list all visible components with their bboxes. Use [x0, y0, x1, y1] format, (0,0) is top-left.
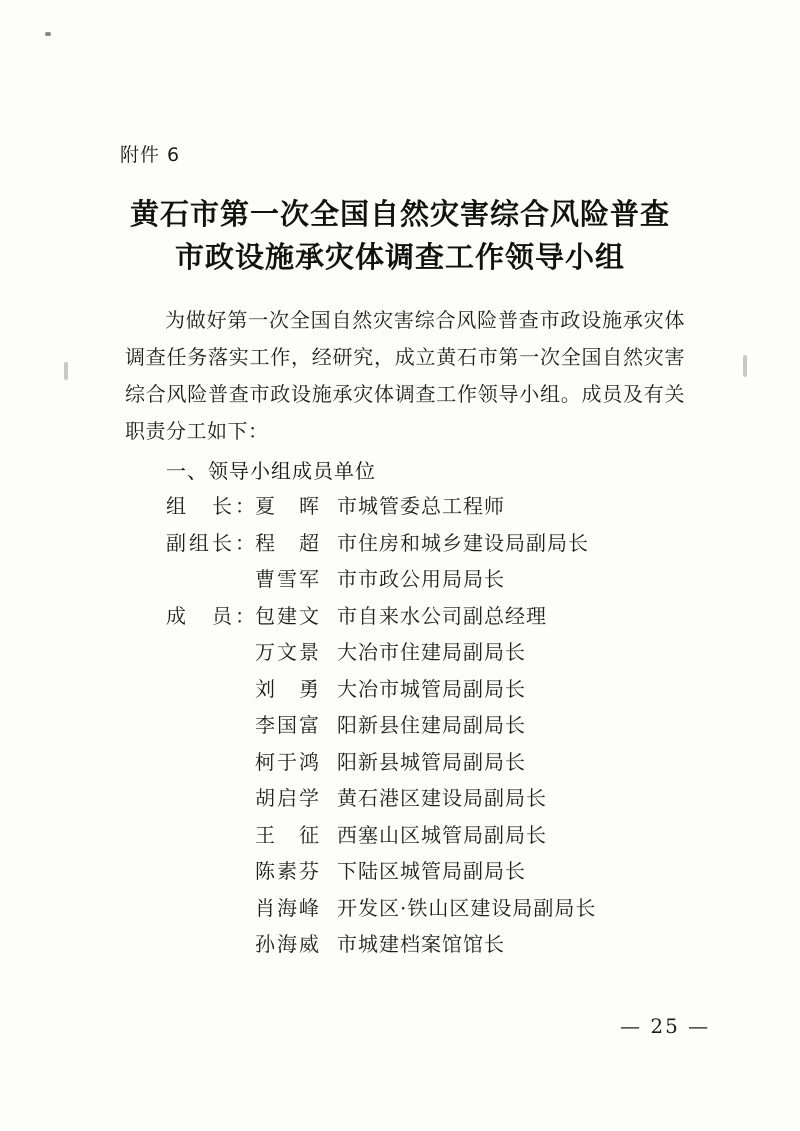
member-row [0, 782, 800, 819]
member-name: 柯于鸿 [255, 749, 321, 774]
member-row [0, 490, 800, 527]
member-role: 成 员： [166, 603, 258, 628]
member-position: 大冶市住建局副局长 [337, 640, 526, 664]
member-role: 副组长： [166, 530, 258, 555]
member-position: 黄石港区建设局副局长 [337, 786, 547, 810]
member-position: 市自来水公司副总经理 [337, 603, 547, 628]
member-position: 市住房和城乡建设局副局长 [337, 530, 589, 555]
member-position: 市城建档案馆馆长 [337, 932, 505, 956]
member-row [0, 819, 800, 856]
intro-paragraph: 为做好第一次全国自然灾害综合风险普查市政设施承灾体调查任务落实工作，经研究，成立黄石市第一次全国自然灾害综合风险普查市政设施承灾体调查工作领导小组。成员及有关职责分工如下： [125, 308, 685, 443]
member-position: 阳新县城管局副局长 [337, 749, 526, 774]
member-position: 下陆区城管局副局长 [337, 859, 526, 883]
member-name: 王 征 [255, 822, 321, 847]
member-row [0, 709, 800, 746]
member-row [0, 673, 800, 710]
section-heading: 一、领导小组成员单位 [166, 459, 376, 483]
member-name: 孙海威 [255, 932, 321, 956]
member-name: 刘 勇 [255, 676, 321, 701]
member-name: 肖海峰 [255, 895, 321, 920]
member-position: 市市政公用局局长 [337, 567, 505, 591]
member-position: 阳新县住建局副局长 [337, 713, 526, 737]
member-position: 市城管委总工程师 [337, 494, 505, 518]
page-number: — 25 — [620, 1014, 711, 1038]
member-row [0, 527, 800, 564]
member-row [0, 892, 800, 929]
member-row [0, 563, 800, 600]
member-position: 大冶市城管局副局长 [337, 676, 526, 701]
member-name: 胡启学 [255, 786, 321, 810]
member-name: 万文景 [255, 640, 321, 664]
member-name: 曹雪军 [255, 567, 321, 591]
member-list [0, 490, 800, 965]
member-row [0, 600, 800, 637]
member-name: 包建文 [255, 603, 321, 628]
scan-artifact [64, 362, 68, 380]
member-row [0, 928, 800, 965]
document-title-line-1: 黄石市第一次全国自然灾害综合风险普查 [129, 197, 670, 231]
member-name: 程 超 [255, 530, 321, 555]
member-name: 陈素芬 [255, 859, 321, 883]
attachment-label: 附件 6 [120, 144, 181, 166]
member-row [0, 636, 800, 673]
scan-artifact [45, 32, 51, 36]
document-title-line-2: 市政设施承灾体调查工作领导小组 [174, 240, 625, 274]
member-role: 组 长： [166, 494, 258, 518]
member-row [0, 855, 800, 892]
member-name: 李国富 [255, 713, 321, 737]
member-position: 开发区·铁山区建设局副局长 [337, 895, 597, 920]
member-row [0, 746, 800, 783]
member-position: 西塞山区城管局副局长 [337, 822, 547, 847]
member-name: 夏 晖 [255, 494, 321, 518]
scan-artifact [743, 355, 747, 377]
